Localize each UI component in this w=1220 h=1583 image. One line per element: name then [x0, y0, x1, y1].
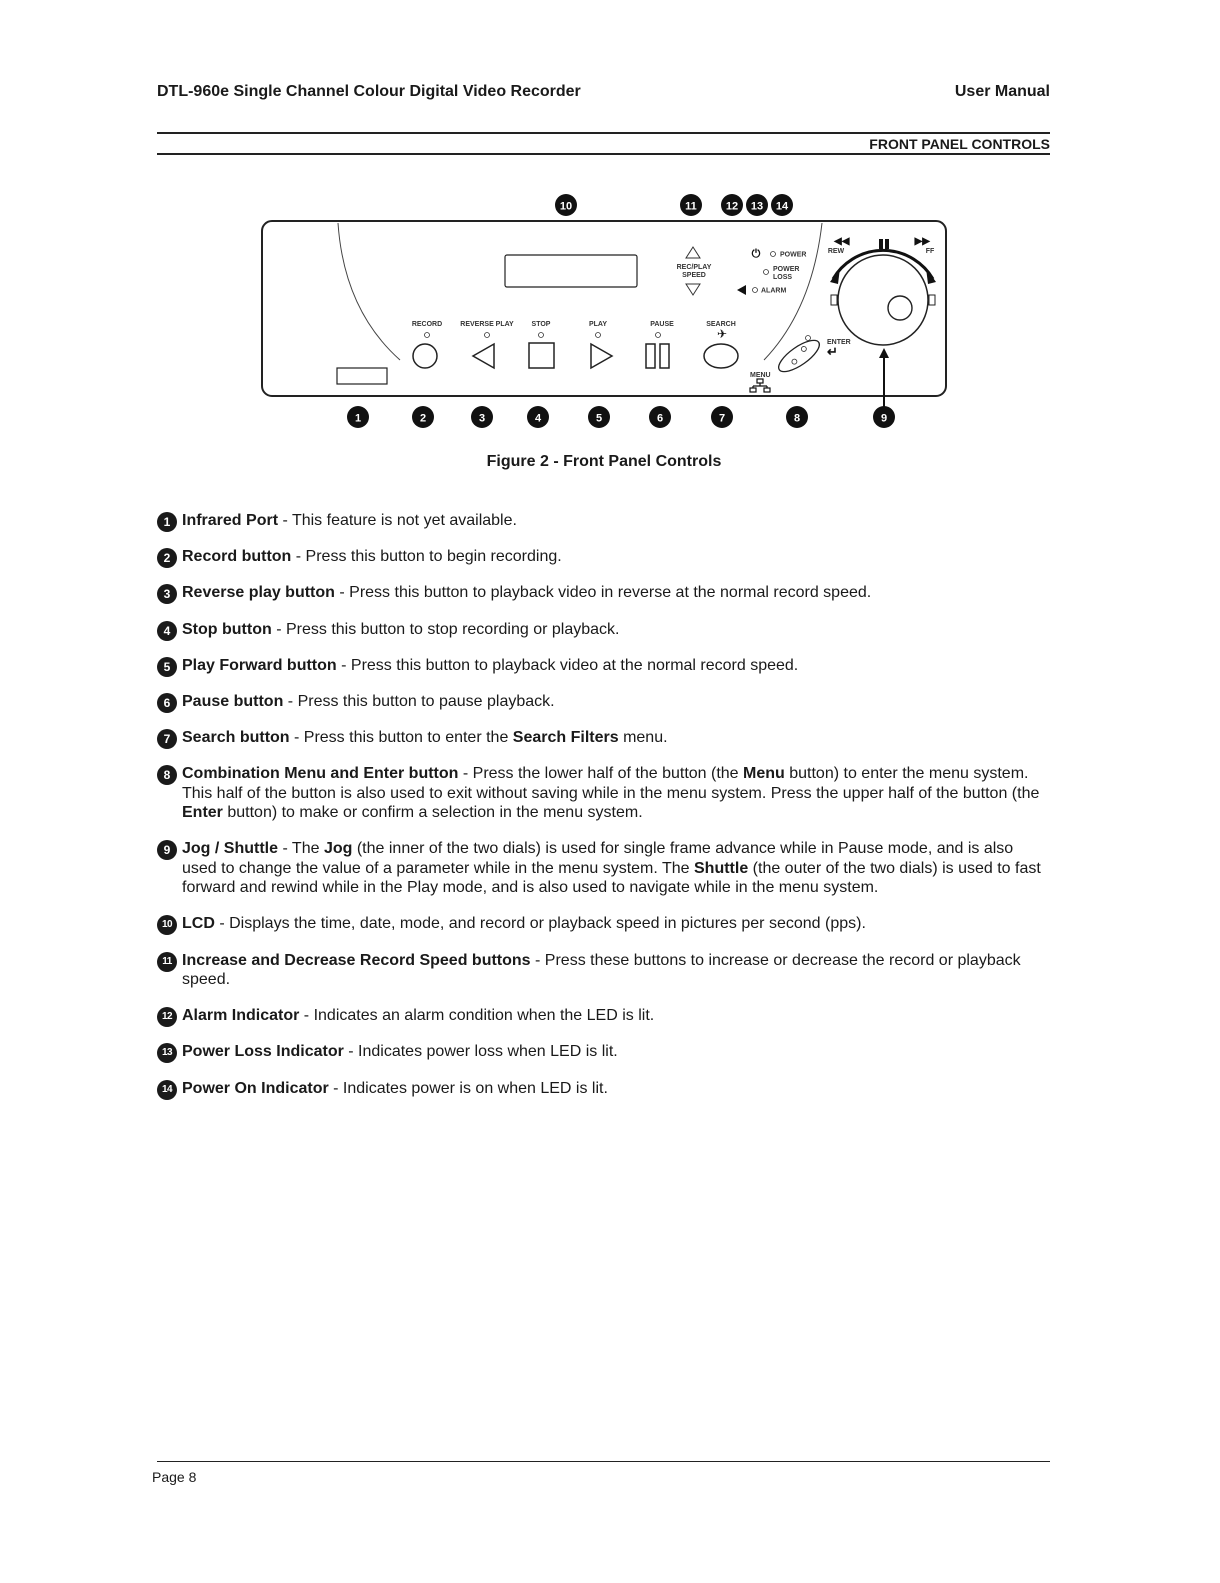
play-led [596, 333, 601, 338]
item-description: - Indicates an alarm condition when the LED is lit. [299, 1007, 655, 1025]
list-item [157, 914, 1052, 933]
record-led [425, 333, 430, 338]
item-number-badge: 8 [157, 765, 177, 785]
item-term: Reverse play button [182, 584, 335, 602]
callout-10 [555, 194, 577, 216]
item-description: - Press this button to enter the [289, 729, 513, 747]
header-rule-top [157, 132, 1050, 134]
item-number-badge: 13 [157, 1043, 177, 1063]
fast-forward-icon: ▶▶ [914, 236, 930, 247]
item-term: Play Forward button [182, 656, 337, 674]
document-type: User Manual [954, 83, 1050, 100]
item-description: - This feature is not yet available. [278, 512, 517, 529]
item-description: - Press this button to playback video in reverse at the normal record speed. [334, 584, 872, 602]
list-item [157, 583, 1052, 602]
item-description: - The [278, 840, 324, 858]
record-button[interactable] [413, 344, 437, 368]
power-loss-label-line1: POWER [773, 266, 800, 273]
item-description: (the inner of the two dials) is used for single frame advance while in Pause mode, and is also used to change the value of a parameter while in the menu system. The [182, 840, 1014, 877]
figure-caption: Figure 2 - Front Panel Controls [486, 453, 722, 470]
list-item [157, 728, 1052, 747]
item-description: (the outer of the two dials) is used to fast forward and rewind while in the Play mode, and is also used to navigate while in the menu system. [182, 859, 1041, 897]
power-loss-led [764, 270, 769, 275]
item-term: Record button [182, 548, 292, 566]
item-number-badge: 3 [157, 584, 177, 604]
item-number-badge: 1 [157, 512, 177, 532]
footer-rule [157, 1461, 1050, 1462]
rewind-icon: ◀◀ [834, 236, 850, 247]
list-item [157, 839, 1052, 897]
search-label: SEARCH [706, 321, 736, 328]
list-item [157, 620, 1052, 639]
callout-4 [527, 406, 549, 428]
alarm-led [753, 288, 758, 293]
search-rocket-icon: ✈ [716, 327, 728, 341]
list-item [157, 547, 1052, 566]
lcd-display [505, 255, 637, 287]
callout-12 [721, 194, 743, 216]
item-emphasis: Menu [743, 765, 785, 783]
item-description: - Press this button to stop recording or playback. [271, 620, 620, 638]
item-number-badge: 10 [157, 915, 177, 935]
item-emphasis: Search Filters [512, 729, 619, 747]
document-title: DTL-960e Single Channel Colour Digital Video Recorder [157, 83, 581, 100]
stop-led [539, 333, 544, 338]
item-number-badge: 9 [157, 840, 177, 860]
item-number-badge: 4 [157, 621, 177, 641]
svg-text:5: 5 [595, 412, 603, 425]
callout-7 [711, 406, 733, 428]
item-emphasis: Enter [182, 804, 223, 822]
item-description: - Indicates power is on when LED is lit. [328, 1079, 608, 1097]
svg-text:4: 4 [534, 412, 542, 425]
power-led [771, 252, 776, 257]
item-number-badge: 12 [157, 1007, 177, 1027]
callout-11 [680, 194, 702, 216]
list-item [157, 511, 1052, 530]
svg-text:7: 7 [718, 412, 726, 425]
item-term: LCD [182, 915, 215, 933]
svg-text:1: 1 [354, 412, 362, 425]
header-rule-bottom [157, 153, 1050, 155]
callout-2 [412, 406, 434, 428]
svg-text:9: 9 [880, 412, 888, 425]
item-description: - Displays the time, date, mode, and record or playback speed in pictures per second (pps). [214, 915, 866, 933]
svg-text:8: 8 [793, 412, 801, 425]
rew-label: REW [827, 248, 845, 255]
power-symbol-icon: ⏻ [751, 248, 761, 260]
item-term: Infrared Port [182, 512, 279, 529]
callout-13 [746, 194, 768, 216]
list-item [157, 656, 1052, 675]
callout-9 [873, 406, 895, 428]
rec-play-label: REC/PLAY [676, 264, 712, 271]
item-term: Search button [182, 729, 290, 747]
item-number-badge: 2 [157, 548, 177, 568]
front-panel-diagram [240, 190, 970, 440]
power-label: POWER [780, 251, 807, 259]
item-term: Alarm Indicator [182, 1007, 300, 1025]
list-item [157, 1006, 1052, 1025]
svg-text:14: 14 [775, 200, 789, 213]
callout-6 [649, 406, 671, 428]
svg-text:2: 2 [419, 412, 427, 425]
alarm-label: ALARM [761, 287, 787, 295]
item-emphasis: Shuttle [694, 859, 749, 877]
item-description: - Press the lower half of the button (the [458, 765, 744, 783]
reverse-play-label: REVERSE PLAY [460, 321, 514, 328]
pause-label: PAUSE [650, 321, 674, 328]
item-number-badge: 5 [157, 657, 177, 677]
svg-text:13: 13 [750, 200, 764, 213]
callout-8 [786, 406, 808, 428]
item-description: - Press this button to pause playback. [283, 693, 555, 711]
pause-led [656, 333, 661, 338]
menu-label: MENU [750, 372, 771, 379]
item-description: - Press this button to begin recording. [291, 548, 562, 566]
item-term: Increase and Decrease Record Speed buttons [182, 951, 531, 969]
item-term: Pause button [182, 693, 284, 711]
item-term: Stop button [182, 620, 272, 638]
item-description: menu. [618, 729, 668, 747]
list-item [157, 1042, 1052, 1061]
list-item [157, 1079, 1052, 1098]
list-item [157, 692, 1052, 711]
callout-14 [771, 194, 793, 216]
svg-text:12: 12 [725, 200, 739, 213]
stop-label: STOP [531, 321, 551, 328]
item-description: - Press these buttons to increase or decrease the record or playback speed. [182, 951, 1021, 989]
page-number: Page 8 [152, 1469, 197, 1485]
item-term: Power Loss Indicator [182, 1043, 344, 1061]
controls-list [157, 511, 1052, 1115]
item-description: - Indicates power loss when LED is lit. [343, 1043, 618, 1061]
item-number-badge: 11 [157, 952, 177, 972]
reverse-play-led [485, 333, 490, 338]
item-number-badge: 6 [157, 693, 177, 713]
svg-text:10: 10 [559, 200, 573, 213]
record-label: RECORD [411, 321, 443, 328]
callout-1 [347, 406, 369, 428]
item-description: button) to enter the menu system. This half of the button is also used to exit without saving while in the menu system. Press the upper half of the button (the [182, 765, 1040, 802]
callout-5 [588, 406, 610, 428]
power-loss-label-line2: LOSS [773, 274, 793, 281]
item-number-badge: 7 [157, 729, 177, 749]
infrared-port [337, 368, 387, 384]
list-item [157, 951, 1052, 990]
callout-3 [471, 406, 493, 428]
enter-led [806, 336, 811, 341]
section-title: FRONT PANEL CONTROLS [869, 136, 1050, 152]
item-description: - Press this button to playback video at the normal record speed. [336, 656, 799, 674]
svg-text:11: 11 [685, 200, 697, 213]
item-term: Combination Menu and Enter button [182, 765, 459, 783]
stop-button[interactable] [529, 343, 554, 368]
play-label: PLAY [588, 321, 608, 328]
speed-label: SPEED [682, 272, 706, 279]
enter-arrow-icon: ↵ [827, 344, 838, 359]
enter-label: ENTER [827, 339, 851, 346]
list-item [157, 764, 1052, 822]
search-button[interactable] [704, 344, 738, 368]
item-number-badge: 14 [157, 1080, 177, 1100]
svg-text:3: 3 [478, 412, 486, 425]
item-term: Power On Indicator [182, 1079, 329, 1097]
item-description: button) to make or confirm a selection in the menu system. [222, 804, 643, 822]
item-emphasis: Jog [323, 840, 353, 858]
ff-label: FF [925, 248, 935, 255]
svg-text:6: 6 [656, 412, 664, 425]
item-term: Jog / Shuttle [182, 840, 278, 858]
